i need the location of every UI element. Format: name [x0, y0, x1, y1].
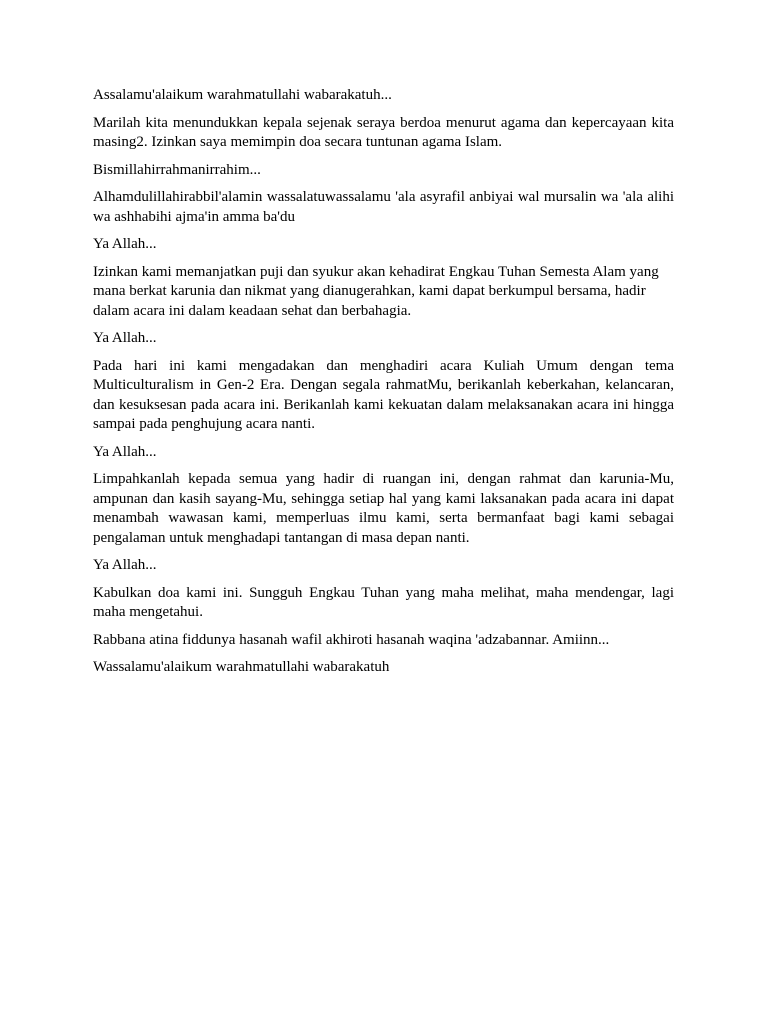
basmalah: Bismillahirrahmanirrahim...	[93, 161, 261, 178]
document-body	[93, 86, 674, 686]
event-paragraph: Pada hari ini kami mengadakan dan menghadiri acara Kuliah Umum dengan tema Multiculturalism in Gen-2 Era. Dengan segala rahmatMu, berikanlah keberkahan, kelancaran, dan kesuksesan pada acara ini. Berikanlah kami kekuatan dalam melaksanakan acara ini hingga sampai pada penghujung acara nanti.	[93, 357, 674, 432]
invitation-paragraph: Marilah kita menundukkan kepala sejenak seraya berdoa menurut agama dan kepercayaan kita masing2. Izinkan saya memimpin doa secara tuntunan agama Islam.	[93, 114, 674, 150]
ya-allah-heading: Ya Allah...	[93, 557, 157, 573]
ya-allah-heading: Ya Allah...	[93, 443, 157, 460]
blessing-paragraph: Limpahkanlah kepada semua yang hadir di ruangan ini, dengan rahmat dan karunia-Mu, ampunan dan kasih sayang-Mu, sehingga setiap hal yang kami laksanakan pada acara ini dapat menambah wawasan kami, memperluas ilmu kami, serta bermanfaat bagi kami sebagai pengalaman untuk menghadapi tantangan di masa depan nanti.	[93, 471, 674, 546]
gratitude-paragraph: Izinkan kami memanjatkan puji dan syukur akan kehadirat Engkau Tuhan Semesta Alam yang mana berkat karunia dan nikmat yang dianugerahkan, kami dapat berkumpul bersama, hadir dalam acara ini dalam keadaan sehat dan berbahagia.	[93, 263, 659, 319]
petition-paragraph: Kabulkan doa kami ini. Sungguh Engkau Tuhan yang maha melihat, maha mendengar, lagi maha mengetahui.	[93, 584, 674, 620]
praise-paragraph: Alhamdulillahirabbil'alamin wassalatuwassalamu 'ala asyrafil anbiyai wal mursalin wa 'ala alihi wa ashhabihi ajma'in amma ba'du	[93, 189, 674, 225]
ya-allah-heading: Ya Allah...	[93, 330, 157, 346]
rabbana-paragraph: Rabbana atina fiddunya hasanah wafil akhiroti hasanah waqina 'adzabannar. Amiinn...	[93, 631, 610, 648]
closing-greeting: Wassalamu'alaikum warahmatullahi wabarakatuh	[93, 659, 390, 675]
ya-allah-heading: Ya Allah...	[93, 236, 157, 252]
opening-greeting: Assalamu'alaikum warahmatullahi wabarakatuh...	[93, 87, 392, 103]
